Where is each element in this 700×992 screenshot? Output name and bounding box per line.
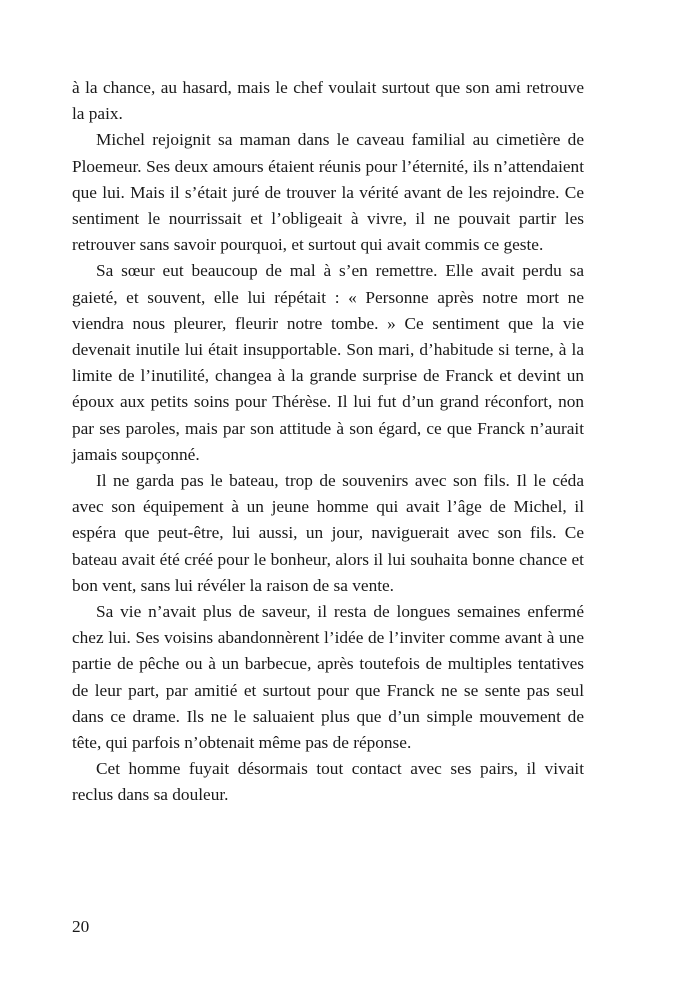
- page-body: [72, 75, 584, 809]
- paragraph-continued: à la chance, au hasard, mais le chef voulait surtout que son ami retrouve la paix.: [72, 78, 584, 124]
- paragraph: Cet homme fuyait désormais tout contact avec ses pairs, il vivait reclus dans sa douleur.: [72, 759, 584, 805]
- page-number: 20: [72, 917, 90, 936]
- paragraph: Il ne garda pas le bateau, trop de souvenirs avec son fils. Il le céda avec son équipement à un jeune homme qui avait l’âge de Michel, il espéra que peut-être, lui aussi, un jour, naviguerait avec son fils. Ce bateau avait été créé pour le bonheur, alors il lui souhaita bonne chance et bon vent, sans lui révéler la raison de sa vente.: [72, 471, 584, 595]
- paragraph: Sa vie n’avait plus de saveur, il resta de longues semaines enfermé chez lui. Ses voisins abandonnèrent l’idée de l’inviter comme avant à une partie de pêche ou à un barbecue, après toutefois de multiples tentatives de leur part, par amitié et surtout pour que Franck ne se sente pas seul dans ce drame. Ils ne le saluaient plus que d’un simple mouvement de tête, qui parfois n’obtenait même pas de réponse.: [72, 602, 584, 753]
- paragraph: Michel rejoignit sa maman dans le caveau familial au cimetière de Ploemeur. Ses deux amours étaient réunis pour l’éternité, ils n’attendaient que lui. Mais il s’était juré de trouver la vérité avant de les rejoindre. Ce sentiment le nourrissait et l’obligeait à vivre, il ne pouvait partir les retrouver sans savoir pourquoi, et surtout qui avait commis ce geste.: [72, 130, 584, 255]
- paragraph: Sa sœur eut beaucoup de mal à s’en remettre. Elle avait perdu sa gaieté, et souvent, elle lui répétait : « Personne après notre mort ne viendra nous pleurer, fleurir notre tombe. » Ce sentiment que la vie devenait inutile lui était insupportable. Son mari, d’habitude si terne, à la limite de l’inutilité, changea à la grande surprise de Franck et devint un époux aux petits soins pour Thérèse. Il lui fut d’un grand réconfort, non par ses paroles, mais par son attitude à son égard, ce que Franck n’aurait jamais soupçonné.: [72, 261, 584, 464]
